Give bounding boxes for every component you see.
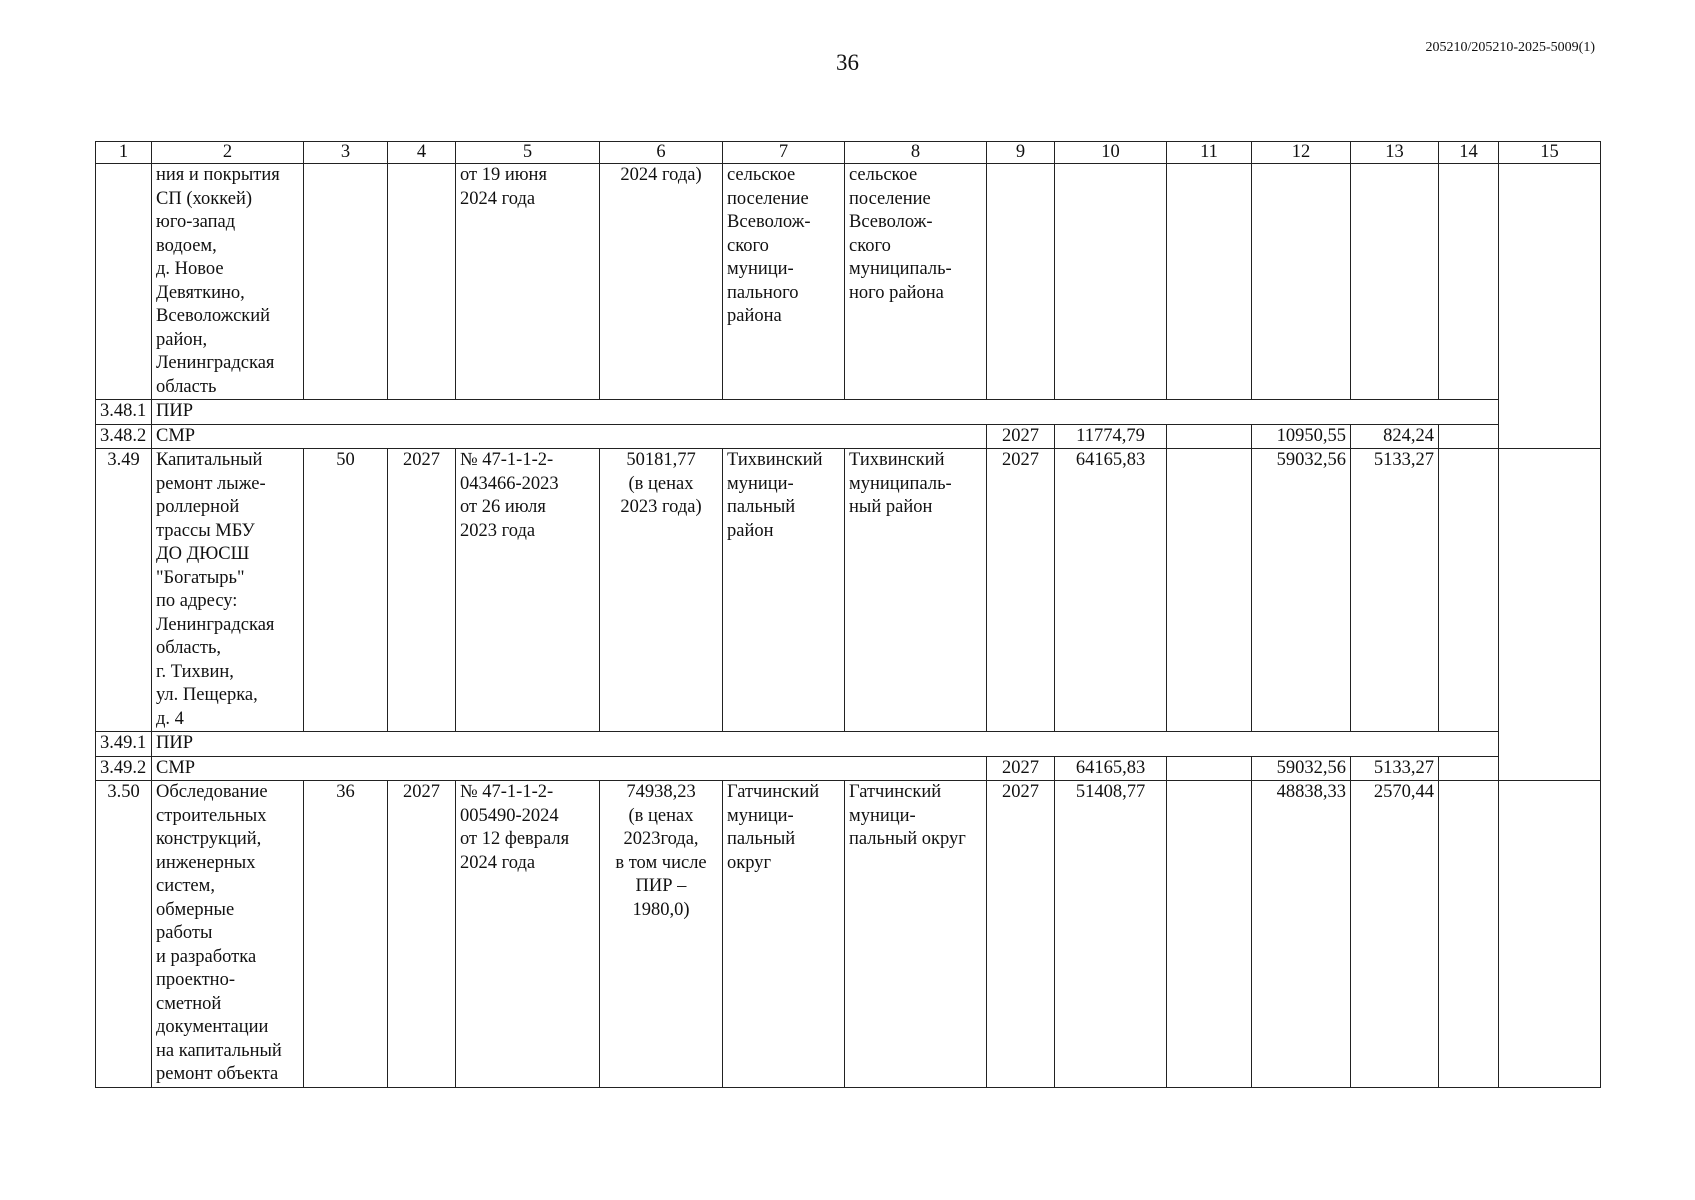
cell-4: 2027 [388,449,456,732]
header-row [96,142,1601,164]
stage-label-cell: СМР [152,756,987,781]
total-cell: 51408,77 [1055,781,1167,1088]
object-name-cell: Обследование строительных конструкций, инженерных систем, обмерные работы и разработка проектно- сметной документации на капитальный ремонт объекта [152,781,304,1088]
cost-cell: 2024 года) [600,164,723,400]
stage-label-cell: СМР [152,424,987,449]
regional-budget-cell: 59032,56 [1252,756,1351,781]
table-row-3-48-2 [96,424,1601,449]
expertise-cell: № 47-1-1-2- 005490-2024 от 12 февраля 2024 года [456,781,600,1088]
page-number: 36 [836,50,859,75]
cell-11 [1167,164,1252,400]
row-number-cell: 3.49.2 [96,756,152,781]
total-cell [1055,164,1167,400]
header-cell: 7 [723,142,845,164]
cell-14 [1439,164,1499,400]
cell-15 [1499,449,1601,781]
cell-3: 50 [304,449,388,732]
cell-14 [1439,424,1499,449]
year-cell: 2027 [987,756,1055,781]
document-code: 205210/205210-2025-5009(1) [1425,40,1595,55]
cell-14 [1439,449,1499,732]
header-cell: 4 [388,142,456,164]
table-row-3-49 [96,449,1601,732]
local-budget-cell: 5133,27 [1351,756,1439,781]
cell-11 [1167,756,1252,781]
year-cell: 2027 [987,424,1055,449]
total-cell: 11774,79 [1055,424,1167,449]
row-number-cell [96,164,152,400]
local-budget-cell: 824,24 [1351,424,1439,449]
table-row-3-48-1 [96,400,1601,425]
customer-cell: Гатчинский муници- пальный округ [845,781,987,1088]
regional-budget-cell: 10950,55 [1252,424,1351,449]
table-row-3-50 [96,781,1601,1088]
header-cell: 5 [456,142,600,164]
cell-11 [1167,449,1252,732]
local-budget-cell [1351,164,1439,400]
row-number-cell: 3.49 [96,449,152,732]
year-cell: 2027 [987,781,1055,1088]
table-row-3-49-1 [96,732,1601,757]
customer-cell: Тихвинский муниципаль- ный район [845,449,987,732]
cost-cell: 74938,23 (в ценах 2023года, в том числе ПИР – 1980,0) [600,781,723,1088]
header-cell: 14 [1439,142,1499,164]
owner-cell: сельское поселение Всеволож- ского муници- пального района [723,164,845,400]
row-number-cell: 3.50 [96,781,152,1088]
header-cell: 12 [1252,142,1351,164]
header-cell: 11 [1167,142,1252,164]
total-cell: 64165,83 [1055,756,1167,781]
cell-3 [304,164,388,400]
table-row-3-48-cont [96,164,1601,400]
cell-14 [1439,756,1499,781]
cost-cell: 50181,77 (в ценах 2023 года) [600,449,723,732]
regional-budget-cell: 48838,33 [1252,781,1351,1088]
total-cell: 64165,83 [1055,449,1167,732]
regional-budget-cell [1252,164,1351,400]
row-number-cell: 3.49.1 [96,732,152,757]
local-budget-cell: 5133,27 [1351,449,1439,732]
cell-15 [1499,164,1601,449]
cell-11 [1167,781,1252,1088]
header-cell: 13 [1351,142,1439,164]
cell-3: 36 [304,781,388,1088]
cell-15 [1499,781,1601,1088]
header-cell: 3 [304,142,388,164]
year-cell [987,164,1055,400]
header-cell: 10 [1055,142,1167,164]
header-cell: 15 [1499,142,1601,164]
stage-label-cell: ПИР [152,400,1499,425]
cell-11 [1167,424,1252,449]
expertise-cell: № 47-1-1-2- 043466-2023 от 26 июля 2023 года [456,449,600,732]
cell-4: 2027 [388,781,456,1088]
header-cell: 6 [600,142,723,164]
table-row-3-49-2 [96,756,1601,781]
header-cell: 8 [845,142,987,164]
year-cell: 2027 [987,449,1055,732]
data-table [95,141,1601,1088]
cell-4 [388,164,456,400]
header-cell: 9 [987,142,1055,164]
stage-label-cell: ПИР [152,732,1499,757]
header-cell: 2 [152,142,304,164]
customer-cell: сельское поселение Всеволож- ского муниципаль- ного района [845,164,987,400]
expertise-cell: от 19 июня 2024 года [456,164,600,400]
object-name-cell: ния и покрытия СП (хоккей) юго-запад водоем, д. Новое Девяткино, Всеволожский район, Ленинградская область [152,164,304,400]
regional-budget-cell: 59032,56 [1252,449,1351,732]
row-number-cell: 3.48.1 [96,400,152,425]
owner-cell: Гатчинский муници- пальный округ [723,781,845,1088]
header-cell: 1 [96,142,152,164]
cell-14 [1439,781,1499,1088]
local-budget-cell: 2570,44 [1351,781,1439,1088]
row-number-cell: 3.48.2 [96,424,152,449]
owner-cell: Тихвинский муници- пальный район [723,449,845,732]
object-name-cell: Капитальный ремонт лыже- роллерной трассы МБУ ДО ДЮСШ "Богатырь" по адресу: Ленинградская область, г. Тихвин, ул. Пещерка, д. 4 [152,449,304,732]
